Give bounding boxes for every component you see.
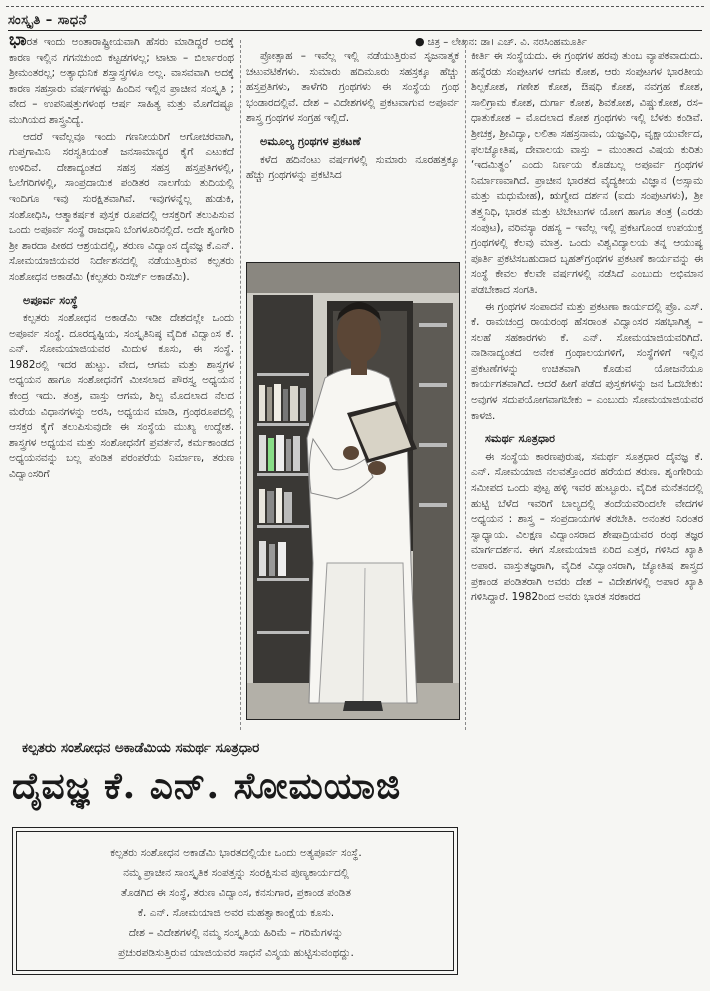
column-divider-left [240,40,241,730]
headline: ದೈವಜ್ಞ ಕೆ. ಎನ್. ಸೋಮಯಾಜಿ [12,765,402,807]
byline [415,35,705,48]
middle-column [246,49,459,259]
paragraph: ಪ್ರೋತ್ಸಾಹ – ಇವೆಲ್ಲ ಇಲ್ಲಿ ನಡೆಯುತ್ತಿರುವ ಸೃಜನಾತ್ಮಕ ಚಟುವಟಿಕೆಗಳು. ಸುಮಾರು ಹದಿಮೂರು ಸಹಸ್ರಕ್ಕೂ ಹೆಚ್ಚು ಹಸ್ತಪ್ರತಿಗಳು, ತಾಳೆಗರಿ ಗ್ರಂಥಗಳು ಈ ಸಂಸ್ಥೆಯ ಗ್ರಂಥ ಭಂಡಾರದಲ್ಲಿವೆ. ದೇಶ – ವಿದೇಶಗಳಲ್ಲಿ ಪ್ರಕಟವಾಗುವ ಅಪೂರ್ವ ಶಾಸ್ತ್ರ ಗ್ರಂಥಗಳ ಸಂಗ್ರಹ ಇಲ್ಲಿದೆ. [246,50,459,125]
box-line: ನಮ್ಮ ಪ್ರಾಚೀನ ಸಾಂಸ್ಕೃತಿಕ ಸಂಪತ್ತನ್ನು ಸಂರಕ್ಷಿಸುವ ಪುಣ್ಯಕಾರ್ಯದಲ್ಲಿ [123,867,349,879]
subheading-apurva-samsthe: ಅಪೂರ್ವ ಸಂಸ್ಥೆ [23,293,78,307]
highlight-box [26,843,446,963]
paragraph: ಕಳೆದ ಹದಿನೆಂಟು ವರ್ಷಗಳಲ್ಲಿ ಸುಮಾರು ನೂರಹತ್ತಕ್ಕೂ ಹೆಚ್ಚು ಗ್ರಂಥಗಳನ್ನು ಪ್ರಕಟಿಸಿದ [246,153,459,182]
paragraph: ಆದರೆ ಇವೆಲ್ಲವೂ ಇಂದು ಗಣನೀಯರಿಗೆ ಅಗೋಚರವಾಗಿ, ಗುಪ್ತಗಾಮಿನಿ ಸರಸ್ವತಿಯಂತೆ ಜನಸಾಮಾನ್ಯರ ಕೈಗೆ ಎಟುಕದೆ ಉಳಿದಿವೆ. ದೇಶಾದ್ಯಂತದ ಸಹಸ್ರ ಸಹಸ್ರ ಹಸ್ತಪ್ರತಿಗಳಲ್ಲಿ, ಓಲೆಗರಿಗಳಲ್ಲಿ, ಸಾಂಪ್ರದಾಯಿಕ ಪಂಡಿತರ ನಾಲಗೆಯ ತುದಿಯಲ್ಲಿ ಇಂದಿಗೂ ಇವು ಸುರಕ್ಷಿತವಾಗಿವೆ. ಇವುಗಳನ್ನೆಲ್ಲ ಹುಡುಕಿ, ಸಂಶೋಧಿಸಿ, ಆತ್ಮಾಕರ್ಷಕ ಪುಸ್ತಕ ರೂಪದಲ್ಲಿ ಆಸಕ್ತರಿಗೆ ತಲುಪಿಸುವ ಒಂದು ಅಪೂರ್ವ ಸಂಸ್ಥೆ ರಾಜಧಾನಿ ಬೆಂಗಳೂರಿನಲ್ಲಿದೆ. ಅದೇ ಶೃಂಗೇರಿ ಶ್ರೀ ಶಾರದಾ ಪೀಠದ ಆಶ್ರಯದಲ್ಲಿ, ತರುಣ ವಿದ್ವಾಂಸ ದೈವಜ್ಞ ಕೆ.ಎನ್. ಸೋಮಯಾಜಿಯವರ ನಿರ್ದೇಶನದಲ್ಲಿ ನಡೆಯುತ್ತಿರುವ ಕಲ್ಪತರು ಸಂಶೋಧನ ಅಕಾಡೆಮಿ (ಕಲ್ಪತರು ರಿಸರ್ಚ್ ಅಕಾಡೆಮಿ). [9,130,234,283]
photo-illustration [247,263,459,719]
left-column [9,33,234,725]
portrait-photo [246,262,460,720]
column-divider-right [465,40,466,730]
section-rule [8,30,702,31]
kicker: ಕಲ್ಪತರು ಸಂಶೋಧನ ಅಕಾಡೆಮಿಯ ಸಮರ್ಥ ಸೂತ್ರಧಾರ [22,741,260,756]
paragraph: ಈ ಸಂಸ್ಥೆಯ ಕಾರಣಪುರುಷ, ಸಮರ್ಥ ಸೂತ್ರಧಾರ ದೈವಜ್ಞ ಕೆ. ಎನ್. ಸೋಮಯಾಜಿ ನಲವತ್ತೊಂದರ ಹರೆಯದ ತರುಣ. ಶೃಂಗೇರಿಯ ಸಮೀಪದ ಒಂದು ಪುಟ್ಟ ಹಳ್ಳಿ ಇವರ ಹುಟ್ಟೂರು. ವೈದಿಕ ಮನೆತನದಲ್ಲಿ ಹುಟ್ಟಿ ಬೆಳೆದ ಇವರಿಗೆ ಬಾಲ್ಯದಲ್ಲಿ ತಂದೆಯವರಿಂದಲೇ ವೇದಗಳ ಅಧ್ಯಯನ : ಶಾಸ್ತ್ರ – ಸಂಪ್ರದಾಯಗಳ ತರಬೇತಿ. ಅನಂತರ ನಿರಂತರ ಸ್ವಾಧ್ಯಾಯ. ವಿಲಕ್ಷಣ ವಿದ್ವಾಂಸರಾದ ಶೇಷಾದ್ರಿಯವರ ರಂಥ ತಜ್ಞರ ಮಾರ್ಗದರ್ಶನ. ಈಗ ಸೋಮಯಾಜಿ ಏರಿದ ಎತ್ತರ, ಗಳಿಸಿದ ಖ್ಯಾತಿ ಅಪಾರ. ವಾಸ್ತುತಜ್ಞರಾಗಿ, ವೈದಿಕ ವಿದ್ವಾಂಸರಾಗಿ, ಜ್ಯೋತಿಷ ಶಾಸ್ತ್ರದ ಪ್ರಕಾಂಡ ಪಂಡಿತರಾಗಿ ಅವರು ದೇಶ – ವಿದೇಶಗಳಲ್ಲಿ ಅಪಾರ ಖ್ಯಾತಿ ಗಳಿಸಿದ್ದಾರೆ. 1982ರಿಂದ ಅವರು ಭಾರತ ಸರಕಾರದ [471,450,703,604]
paragraph: ಕೀರ್ತಿ ಈ ಸಂಸ್ಥೆಯದು. ಈ ಗ್ರಂಥಗಳ ಹರವು ತುಂಬ ವ್ಯಾಪಕವಾದುದು. ಹನ್ನೆರಡು ಸಂಪುಟಗಳ ಆಗಮ ಕೋಶ, ಆರು ಸಂಪುಟಗಳ ಭಾರತೀಯ ಶಿಲ್ಪಕೋಶ, ಗಣೇಶ ಕೋಶ, ಔಷಧಿ ಕೋಶ, ನವಗ್ರಹ ಕೋಶ, ಸಾಲಿಗ್ರಾಮ ಕೋಶ, ದುರ್ಗಾ ಕೋಶ, ಶಿವಕೋಶ, ವಿಷ್ಣುಕೋಶ, ರಸ– ಧಾತುಕೋಶ – ಮೊದಲಾದ ಕೋಶ ಗ್ರಂಥಗಳು ಇಲ್ಲಿ ಬೆಳಕು ಕಂಡಿವೆ. ಶ್ರೀಚಕ್ರ, ಶ್ರೀವಿದ್ಯಾ, ಲಲಿತಾ ಸಹಸ್ರನಾಮ, ಯಜ್ಞವಿಧಿ, ವೃಕ್ಷಾಯುರ್ವೇದ, ಫಲಜ್ಯೋತಿಷ, ದೇವಾಲಯ ವಾಸ್ತು – ಮುಂತಾದ ವಿಷಯ ಕುರಿತು ‘ಇದಮಿತ್ಥಂ’ ಎಂದು ನಿರ್ಣಯ ಕೊಡಬಲ್ಲ ಅಪೂರ್ವ ಗ್ರಂಥಗಳ ನಿರ್ಮಾಣವಾಗಿದೆ. ಪ್ರಾಚೀನ ಭಾರತದ ವೈದ್ಯಕೀಯ ವಿಜ್ಞಾನ (ಅಸ್ಸಾಮ ಮತ್ತು ಮಧುಮೇಹ), ಋಗ್ವೇದ ದರ್ಶನ (ಐದು ಸಂಪುಟಗಳು), ಶ್ರೀ ತತ್ತ್ವನಿಧಿ, ಭಾರತ ಮತ್ತು ಟಿಬೇಟುಗಳ ಯೋಗ ಹಾಗೂ ತಂತ್ರ (ಎರಡು ಸಂಪುಟ), ವರಿವಸ್ಯಾ ರಹಸ್ಯ – ಇವೆಲ್ಲ ಇಲ್ಲಿ ಪ್ರಕಟಗೊಂಡ ಉಪಯುಕ್ತ ಗ್ರಂಥಗಳಲ್ಲಿ ಕೆಲವು ಮಾತ್ರ. ಒಂದು ವಿಶ್ವವಿದ್ಯಾಲಯ ತನ್ನ ಆಯುಷ್ಯ ಪೂರ್ತಿ ಪ್ರಕಟಿಸಬಹುದಾದ ಬೃಹತ್‌ಗ್ರಂಥಗಳ ಪ್ರಕಟಣೆ ಕಾರ್ಯವನ್ನು ಈ ಸಂಸ್ಥೆ ಕೇವಲ ಕೆಲವೇ ವರ್ಷಗಳಲ್ಲಿ ನಡೆಸಿದೆ ಎಂಬುದು ಅಭಿಮಾನ ಪಡಬೇಕಾದ ಸಂಗತಿ. [471,50,703,296]
box-line: ಕಲ್ಪತರು ಸಂಶೋಧನ ಅಕಾಡೆಮಿ ಭಾರತದಲ್ಲಿಯೇ ಒಂದು ಅತ್ಯಪೂರ್ವ ಸಂಸ್ಥೆ. [110,847,362,859]
box-line: ಕೆ. ಎನ್. ಸೋಮಯಾಜಿ ಅವರ ಮಹತ್ವಾಕಾಂಕ್ಷೆಯ ಕೂಸು. [137,907,335,919]
box-line: ದೇಶ – ವಿದೇಶಗಳಲ್ಲಿ ನಮ್ಮ ಸಂಸ್ಕೃತಿಯ ಹಿರಿಮೆ – ಗರಿಮೆಗಳನ್ನು [128,927,344,939]
right-column [471,49,703,984]
box-line: ತೊಡಗಿದ ಈ ಸಂಸ್ಥೆ, ತರುಣ ವಿದ್ವಾಂಸ, ಕನಸುಗಾರ, ಪ್ರಕಾಂಡ ಪಂಡಿತ [121,887,351,899]
paragraph: ಭಾರತ ಇಂದು ಅಂತಾರಾಷ್ಟ್ರೀಯವಾಗಿ ಹೆಸರು ಮಾಡಿದ್ದರೆ ಅದಕ್ಕೆ ಕಾರಣ ಇಲ್ಲಿನ ಗಗನಚುಂಬಿ ಕಟ್ಟಡಗಳಲ್ಲ; ಟಾಟಾ – ಬಿರ್ಲಾರಂಥ ಶ್ರೀಮಂತರಲ್ಲ; ಅತ್ಯಾಧುನಿಕ ಶಸ್ತ್ರಾಸ್ತ್ರಗಳೂ ಅಲ್ಲ. ವಾಸವವಾಗಿ ಅದಕ್ಕೆ ಕಾರಣ ಸಹಸ್ರಾರು ವರ್ಷಗಳಷ್ಟು ಹಿಂದಿನ ಇಲ್ಲಿನ ಪ್ರಾಚೀನ ಸಂಸ್ಕೃತಿ ; ವೇದ – ಉಪನಿಷತ್ತುಗಳಂಥ ಆರ್ಷ ಸಾಹಿತ್ಯ ಮತ್ತು ಮೊಗೆದಷ್ಟೂ ಮುಗಿಯದ ಶಾಸ್ತ್ರವಿದ್ಯೆ. [9,33,234,129]
drop-cap: ಭಾ [9,33,27,50]
subheading-prakatane: ಅಮೂಲ್ಯ ಗ್ರಂಥಗಳ ಪ್ರಕಟಣೆ [260,134,361,148]
byline-text: ಚಿತ್ರ – ಲೇಖನ: ಡಾ। ಎಚ್. ವಿ. ನರಸಿಂಹಮೂರ್ತಿ [427,37,587,48]
paragraph: ಈ ಗ್ರಂಥಗಳ ಸಂಪಾದನೆ ಮತ್ತು ಪ್ರಕಟಣಾ ಕಾರ್ಯದಲ್ಲಿ ಪ್ರೊ. ಎಸ್. ಕೆ. ರಾಮಚಂದ್ರ ರಾಯರಂಥ ಹೆಸರಾಂತ ವಿದ್ವಾಂಸರ ಸಹಭಾಗಿತ್ವ – ಸಲಹೆ ಸಹಕಾರಗಳು ಕೆ. ಎನ್. ಸೋಮಯಾಜಿಯವರಿಗಿದೆ. ನಾಡಿನಾದ್ಯಂತದ ಅನೇಕ ಗ್ರಂಥಾಲಯಗಳಿಗೆ, ಸಂಸ್ಥೆಗಳಿಗೆ ಇಲ್ಲಿನ ಪ್ರಕಟಣೆಗಳನ್ನು ಉಚಿತವಾಗಿ ಕೊಡುವ ಯೋಜನೆಯೂ ಕಾರ್ಯಗತವಾಗಿದೆ. ಆದರೆ ಹೀಗೆ ಪಡೆದ ಪುಸ್ತಕಗಳನ್ನು ಜನ ಓದಬೇಕು: ಅವುಗಳ ಸದುಪಯೋಗವಾಗಬೇಕು – ಎಂಬುದು ಸೋಮಯಾಜಿಯವರ ಕಾಳಜಿ. [471,300,703,422]
box-line: ಪ್ರಚುರಪಡಿಸುತ್ತಿರುವ ಯಾಜಿಯವರ ಸಾಧನೆ ವಿಸ್ಮಯ ಹುಟ್ಟಿಸುವಂಥದ್ದು. [118,947,354,959]
bullet-icon: ● [415,35,425,48]
paragraph: ಕಲ್ಪತರು ಸಂಶೋಧನ ಅಕಾಡೆಮಿ ಇಡೀ ದೇಶದಲ್ಲೇ ಒಂದು ಅಪೂರ್ವ ಸಂಸ್ಥೆ. ದೂರದೃಷ್ಟಿಯ, ಸಂಸ್ಕೃತಿನಿಷ್ಠ ವೈದಿಕ ವಿದ್ವಾಂಸ ಕೆ. ಎನ್. ಸೋಮಯಾಜಿಯವರ ಮಿದುಳ ಕೂಸು, ಈ ಸಂಸ್ಥೆ. 1982ರಲ್ಲಿ ಇದರ ಹುಟ್ಟು. ವೇದ, ಆಗಮ ಮತ್ತು ಶಾಸ್ತ್ರಗಳ ಅಧ್ಯಯನ ಹಾಗೂ ಸಂಶೋಧನೆಗೆ ಮೀಸಲಾದ ಪೌರಸ್ತ್ಯ ಅಧ್ಯಯನ ಕೇಂದ್ರ ಇದು. ತಂತ್ರ, ವಾಸ್ತು ಆಗಮ, ಶಿಲ್ಪ ಮೊದಲಾದ ನೆಲದ ಮರೆಯ ವಿಧಾನಗಳನ್ನು ಅರಸಿ, ಅಧ್ಯಯನ ಮಾಡಿ, ಗ್ರಂಥರೂಪದಲ್ಲಿ ಆಸಕ್ತರ ಕೈಗೆ ತಲುಪಿಸುವುದೇ ಈ ಸಂಸ್ಥೆಯ ಮುಖ್ಯ ಉದ್ದೇಶ. ಶಾಸ್ತ್ರಗಳ ಅಧ್ಯಯನ ಮತ್ತು ಸಂಶೋಧನೆಗೆ ಪ್ರವರ್ತನೆ, ಕರ್ಮಕಾಂಡದ ಅಧ್ಯಯನವನ್ನು ಬಲ್ಲ ಪಂಡಿತ ಪರಂಪರೆಯ ನಿರ್ಮಾಣ, ತರುಣ ವಿದ್ವಾಂಸರಿಗೆ [9,312,234,481]
subheading-samartha-sutradhara: ಸಮರ್ಥ ಸೂತ್ರಧಾರ [485,432,556,446]
section-title: ಸಂಸ್ಕೃತಿ – ಸಾಧನೆ [8,13,87,28]
top-dashed-rule [6,6,704,7]
